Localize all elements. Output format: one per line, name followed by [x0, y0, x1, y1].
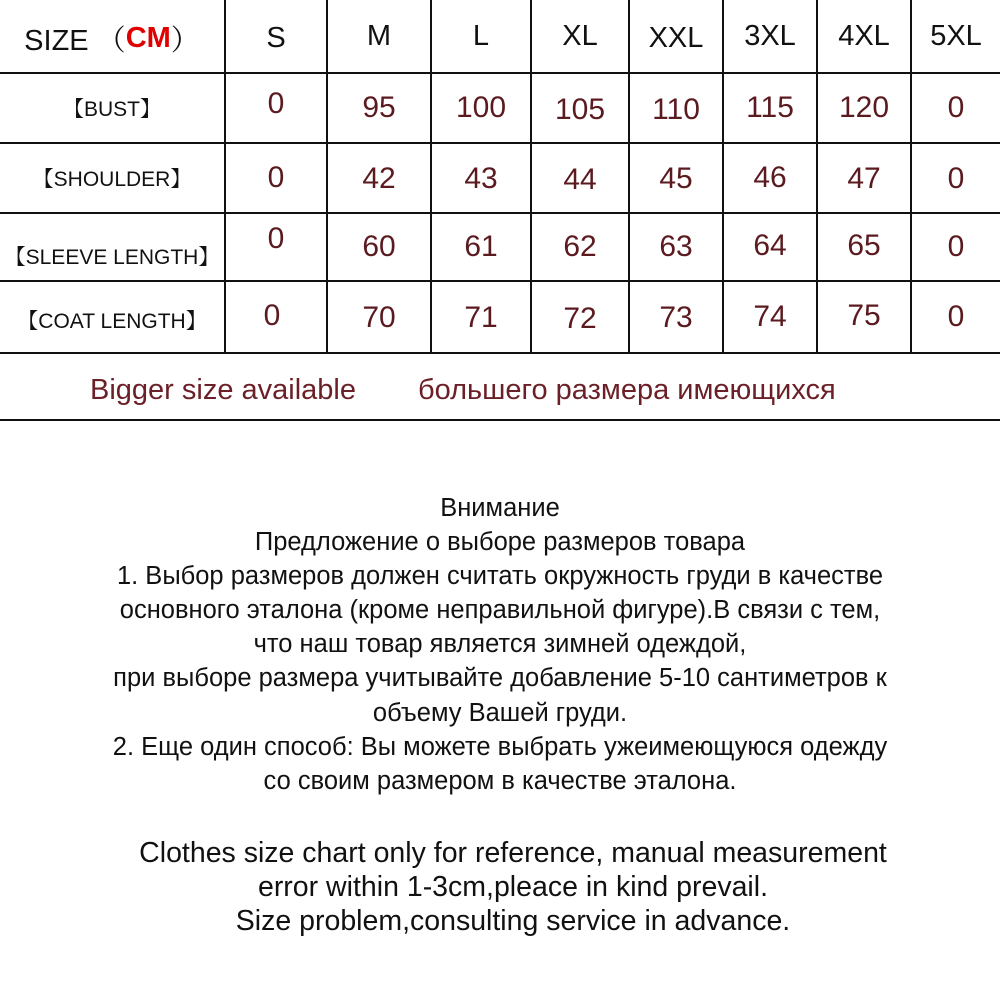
bust-value-4xl: 120	[838, 91, 890, 124]
size-unit-header	[0, 4, 224, 72]
notice-en-line-2: error within 1-3cm,pleace in kind prevail.	[257, 871, 769, 903]
coat-value-l: 71	[464, 301, 498, 334]
size-unit-prefix: SIZE （	[24, 24, 126, 57]
bigger-size-available-en: Bigger size available	[90, 374, 356, 406]
sleeve-value-l: 61	[464, 230, 498, 263]
size-unit-cm: CM	[125, 21, 171, 54]
bust-value-5xl: 0	[947, 91, 965, 124]
bust-value-m: 95	[362, 91, 396, 124]
bust-value-s: 0	[267, 87, 285, 120]
notice-ru-line-9: со своим размером в качестве эталона.	[263, 767, 737, 795]
notice-ru-line-4: основного эталона (кроме неправильной фигуре).В связи с тем,	[119, 596, 881, 624]
bust-value-xxl: 110	[652, 93, 700, 126]
availability-divider	[0, 419, 1000, 421]
row-label-coat-length: 【COAT LENGTH】	[17, 310, 207, 333]
size-header-s: S	[266, 21, 286, 54]
bust-value-3xl: 115	[746, 91, 794, 124]
sleeve-value-4xl: 65	[847, 229, 881, 262]
sleeve-value-xxl: 63	[659, 230, 693, 263]
shoulder-value-s: 0	[267, 161, 285, 194]
sleeve-value-s: 0	[267, 222, 285, 255]
coat-value-5xl: 0	[947, 300, 965, 333]
bust-value-xl: 105	[554, 93, 606, 126]
sleeve-value-3xl: 64	[753, 229, 787, 262]
bust-value-l: 100	[455, 91, 507, 124]
row-label-bust: 【BUST】	[62, 98, 161, 121]
size-header-m: M	[366, 19, 392, 52]
size-unit-suffix: ）	[170, 24, 200, 57]
notice-ru-line-2: Предложение о выборе размеров товара	[254, 528, 746, 556]
sleeve-value-m: 60	[362, 230, 396, 263]
coat-value-s: 0	[263, 299, 281, 332]
coat-value-4xl: 75	[847, 299, 881, 332]
sleeve-value-xl: 62	[563, 230, 597, 263]
notice-ru-line-5: что наш товар является зимней одеждой,	[253, 630, 747, 658]
size-header-4xl: 4XL	[838, 19, 890, 52]
notice-en-line-1: Clothes size chart only for reference, manual measurement	[139, 837, 887, 869]
coat-value-xxl: 73	[659, 301, 693, 334]
notice-ru-title: Внимание	[440, 494, 560, 522]
size-header-xxl: XXL	[648, 21, 704, 54]
sleeve-value-5xl: 0	[947, 230, 965, 263]
shoulder-value-m: 42	[362, 162, 396, 195]
row-label-sleeve-length: 【SLEEVE LENGTH】	[4, 246, 220, 269]
notice-ru-line-7: объему Вашей груди.	[372, 699, 628, 727]
coat-value-3xl: 74	[753, 300, 787, 333]
size-header-l: L	[472, 19, 490, 52]
row-label-shoulder: 【SHOULDER】	[32, 168, 192, 191]
coat-value-xl: 72	[563, 302, 597, 335]
notice-ru-line-6: при выборе размера учитывайте добавление 5-10 сантиметров к	[113, 664, 887, 692]
shoulder-value-xxl: 45	[659, 162, 693, 195]
size-header-xl: XL	[562, 19, 598, 52]
coat-value-m: 70	[362, 301, 396, 334]
shoulder-value-4xl: 47	[847, 162, 881, 195]
bigger-size-available-ru: большего размера имеющихся	[418, 374, 836, 406]
size-header-5xl: 5XL	[930, 19, 982, 52]
notice-ru-line-8: 2. Еще один способ: Вы можете выбрать ужеимеющуюся одежду	[112, 733, 888, 761]
shoulder-value-l: 43	[464, 162, 498, 195]
notice-en-line-3: Size problem,consulting service in advance.	[235, 905, 791, 937]
shoulder-value-5xl: 0	[947, 162, 965, 195]
notice-ru-line-3: 1. Выбор размеров должен считать окружность груди в качестве	[116, 562, 884, 590]
size-header-3xl: 3XL	[744, 19, 796, 52]
shoulder-value-xl: 44	[563, 163, 597, 196]
shoulder-value-3xl: 46	[753, 161, 787, 194]
